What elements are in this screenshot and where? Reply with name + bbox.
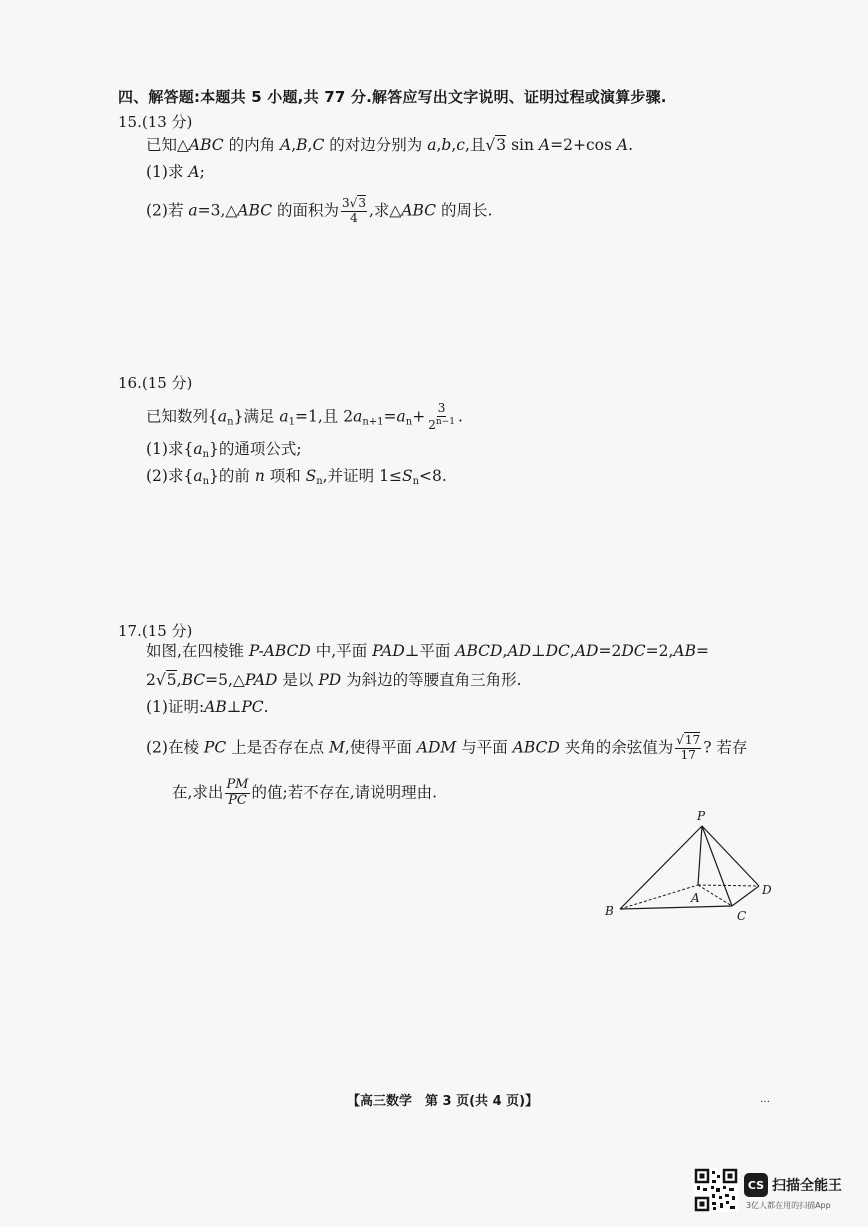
edge-ac-hidden <box>698 885 732 906</box>
var: PD <box>318 671 342 689</box>
sqrt-body: 17 <box>684 733 701 747</box>
text: 的面积为 <box>272 201 340 220</box>
fraction-denominator: PC <box>228 792 247 808</box>
text: , <box>307 136 313 154</box>
var: a <box>427 136 437 154</box>
footer-mark: … <box>760 1094 770 1105</box>
fraction <box>341 197 367 226</box>
text: = <box>695 642 709 660</box>
var: A <box>616 136 629 154</box>
text: =5,△ <box>205 671 245 689</box>
q17-part2-cont <box>172 778 437 809</box>
var: PC <box>203 738 227 757</box>
sqrt-body: 5 <box>166 671 177 689</box>
scanner-logo-icon: CS <box>744 1173 768 1197</box>
text: ,且 <box>464 136 486 154</box>
pyramid-figure <box>596 806 786 934</box>
sqrt-body: 3 <box>358 196 366 210</box>
label-c: C <box>737 909 747 923</box>
text: 与平面 <box>456 738 513 757</box>
q16-part1 <box>146 442 302 460</box>
text: 如图,在四棱锥 <box>146 642 249 660</box>
text: 已知数列{ <box>146 407 218 426</box>
text: 在,求出 <box>172 783 224 802</box>
var: PC <box>241 698 264 716</box>
scanner-title: 扫描全能王 <box>772 1178 842 1194</box>
label-a: A <box>691 891 700 905</box>
var: a <box>279 407 289 426</box>
var: AD <box>507 642 532 660</box>
text: (1)求{ <box>146 440 194 458</box>
fraction-numerator <box>675 734 701 749</box>
text: . <box>457 407 463 426</box>
var: A <box>538 136 551 154</box>
superscript: n−1 <box>435 416 455 427</box>
var: a <box>193 467 203 485</box>
text: 为斜边的等腰直角三角形. <box>341 671 522 689</box>
q16-stem <box>146 402 463 433</box>
text: ⊥ <box>531 642 546 660</box>
sqrt-sign: √ <box>155 671 166 689</box>
q17-part2 <box>146 734 747 763</box>
var: ABC <box>237 201 273 220</box>
text: 已知△ <box>146 136 189 154</box>
text: (1)求 <box>146 163 189 181</box>
text: (2)求{ <box>146 467 194 485</box>
var: DC <box>545 642 570 660</box>
fraction <box>427 402 456 433</box>
text: =2 <box>598 642 622 660</box>
edge-pd <box>702 826 759 886</box>
var: ABCD <box>512 738 560 757</box>
subscript: n <box>316 476 323 487</box>
text: 的周长. <box>436 201 493 220</box>
sqrt-body: 3 <box>496 136 507 154</box>
q15-part2 <box>146 197 492 226</box>
text: }满足 <box>233 407 280 426</box>
text: 2 <box>146 671 156 689</box>
fraction-denominator <box>427 417 456 433</box>
var: PAD <box>372 642 405 660</box>
text: , <box>502 642 508 660</box>
text: <8. <box>419 467 447 485</box>
text: 是以 <box>277 671 319 689</box>
text: 中,平面 <box>310 642 373 660</box>
var: ABC <box>188 136 224 154</box>
var: a <box>217 407 228 426</box>
var: A <box>280 136 292 154</box>
var: c <box>456 136 465 154</box>
edge-bc <box>620 906 732 909</box>
text: =1,且 2 <box>295 407 354 426</box>
text: =2+cos <box>550 136 617 154</box>
q15-part1 <box>146 165 205 181</box>
edge-pa <box>698 826 702 885</box>
sqrt-sign: √ <box>349 196 358 210</box>
text: 的内角 <box>223 136 281 154</box>
text: ,使得平面 <box>344 738 417 757</box>
subscript: n <box>202 449 210 460</box>
var: C <box>312 136 325 154</box>
var: AD <box>574 642 599 660</box>
text: 夹角的余弦值为 <box>559 738 674 757</box>
scanner-subtitle: 3亿人都在用的扫描App <box>746 1201 831 1210</box>
text: (1)证明: <box>146 698 205 716</box>
label-d: D <box>762 883 772 897</box>
text: =2, <box>645 642 674 660</box>
var: ABC <box>401 201 437 220</box>
var: a <box>188 201 198 220</box>
var: M <box>329 738 345 757</box>
text: 2 <box>428 417 436 432</box>
var: ADM <box>416 738 457 757</box>
text: , <box>291 136 297 154</box>
text: 项和 <box>264 467 306 485</box>
sqrt-sign: √ <box>676 733 684 747</box>
fraction-denominator: 4 <box>350 210 358 225</box>
text: + <box>412 407 426 426</box>
var: A <box>188 163 200 181</box>
text: . <box>628 136 633 154</box>
var: a <box>193 440 203 458</box>
var: AB <box>204 698 227 716</box>
edge-cd <box>732 886 759 906</box>
fraction-numerator: PM <box>226 777 249 792</box>
subscript: 1 <box>288 416 295 428</box>
fraction-numerator <box>341 197 367 212</box>
q17-stem-line2 <box>146 673 522 689</box>
section-title: 四、解答题:本题共 5 小题,共 77 分.解答应写出文字说明、证明过程或演算步骤. <box>118 88 667 106</box>
var: AB <box>673 642 696 660</box>
text: . <box>263 698 269 716</box>
q15-stem <box>146 138 633 154</box>
q15-number: 15.(13 分) <box>118 113 193 131</box>
subscript: n <box>405 416 413 428</box>
text: , <box>436 136 442 154</box>
fraction <box>225 778 249 809</box>
text: ? 若存 <box>703 738 748 757</box>
var: b <box>441 136 452 154</box>
subscript: n <box>412 476 420 487</box>
text: (2)在棱 <box>146 738 204 757</box>
var: S <box>401 467 413 485</box>
q17-stem-line1 <box>146 644 709 660</box>
fraction-numerator: 3 <box>437 401 446 415</box>
var: a <box>353 407 363 426</box>
label-p: P <box>697 809 706 823</box>
text: = <box>383 407 397 426</box>
text: }的前 <box>209 467 255 485</box>
var: n <box>254 467 265 485</box>
text: 上是否存在点 <box>226 738 330 757</box>
text: 3 <box>342 196 350 210</box>
var: BC <box>181 671 206 689</box>
text: =3,△ <box>197 201 238 220</box>
subscript: n <box>202 476 210 487</box>
fraction <box>675 734 701 763</box>
text: , <box>569 642 575 660</box>
q16-part2 <box>146 469 447 487</box>
text: , <box>176 671 182 689</box>
q16-number: 16.(15 分) <box>118 374 193 392</box>
var: DC <box>621 642 646 660</box>
var: a <box>396 407 406 426</box>
text: 的值;若不存在,请说明理由. <box>251 783 438 802</box>
text: ; <box>199 163 205 181</box>
edge-ad-hidden <box>698 885 759 886</box>
page-footer: 【高三数学 第 3 页(共 4 页)】 <box>347 1094 539 1109</box>
text: }的通项公式; <box>209 440 302 458</box>
text: sin <box>506 136 539 154</box>
text: ⊥平面 <box>404 642 456 660</box>
text: ,并证明 1≤ <box>322 467 402 485</box>
sqrt-sign: √ <box>485 136 496 154</box>
var: P-ABCD <box>248 642 311 660</box>
text: ⊥ <box>226 698 242 716</box>
text: (2)若 <box>146 201 189 220</box>
edge-pc <box>702 826 732 906</box>
var: B <box>296 136 308 154</box>
var: PAD <box>244 671 278 689</box>
subscript: n+1 <box>362 416 384 428</box>
var: ABCD <box>455 642 503 660</box>
label-b: B <box>605 904 614 918</box>
text: ,求△ <box>368 201 402 220</box>
fraction-denominator: 17 <box>680 747 696 762</box>
q17-part1 <box>146 700 269 716</box>
var: S <box>305 467 317 485</box>
subscript: n <box>227 416 234 428</box>
qr-code-icon <box>694 1168 738 1212</box>
q17-number: 17.(15 分) <box>118 622 193 640</box>
text: 的对边分别为 <box>324 136 428 154</box>
text: , <box>451 136 457 154</box>
